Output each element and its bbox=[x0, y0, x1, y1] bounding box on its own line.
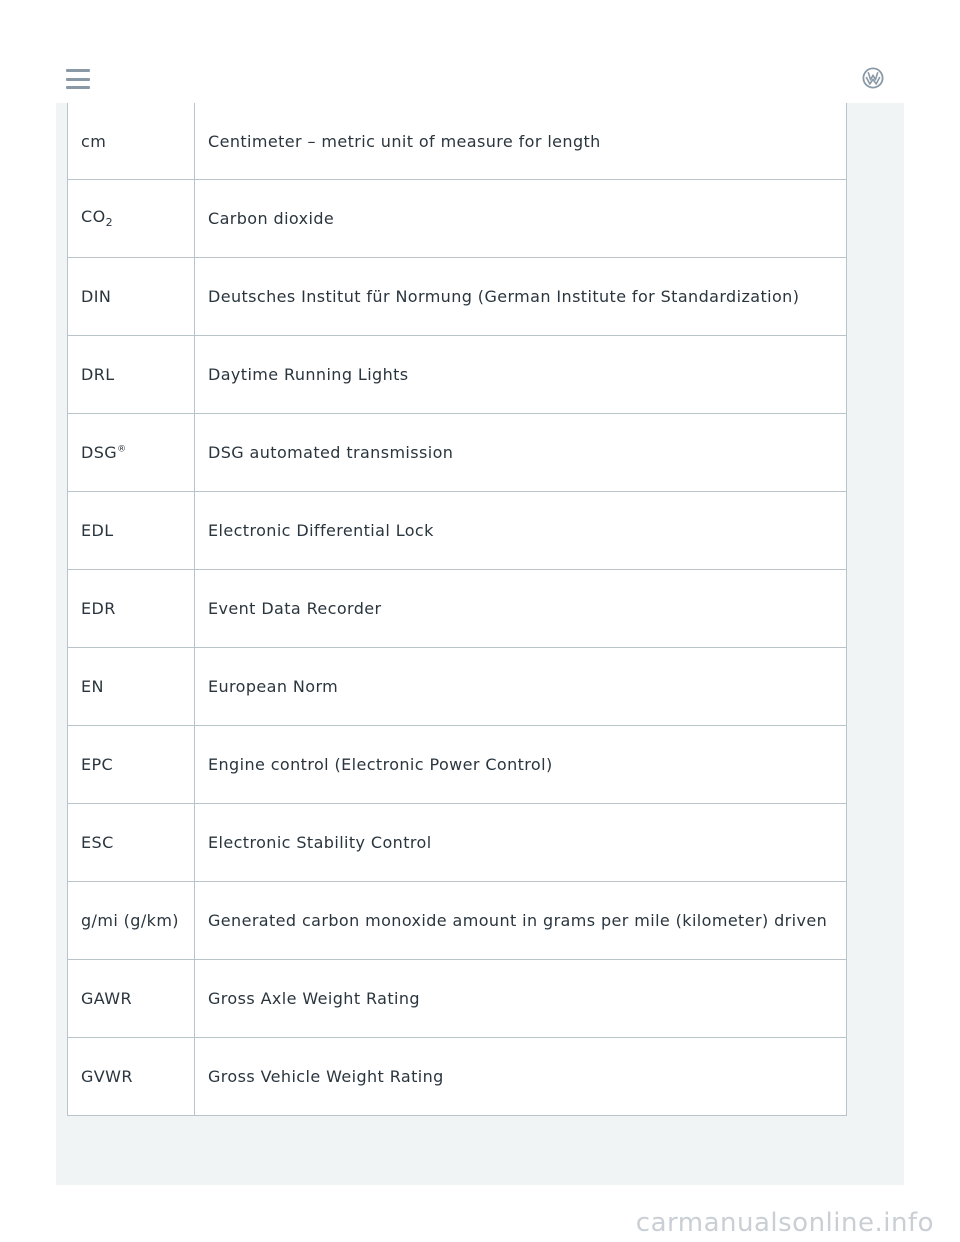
term-cell: DRL bbox=[68, 336, 195, 414]
table-row bbox=[68, 804, 847, 882]
top-bar bbox=[56, 0, 904, 104]
table-row bbox=[68, 258, 847, 336]
table-row bbox=[68, 103, 847, 180]
hamburger-menu-icon[interactable] bbox=[66, 69, 90, 89]
term-cell: EDR bbox=[68, 570, 195, 648]
main-content bbox=[56, 103, 904, 1185]
definition-cell: DSG automated transmission bbox=[195, 414, 847, 492]
term-cell: cm bbox=[68, 103, 195, 180]
definition-cell: Deutsches Institut für Normung (German Institute for Standardization) bbox=[195, 258, 847, 336]
table-row bbox=[68, 180, 847, 258]
definition-cell: Daytime Running Lights bbox=[195, 336, 847, 414]
footer bbox=[0, 1185, 960, 1242]
term-cell: EPC bbox=[68, 726, 195, 804]
definition-cell: European Norm bbox=[195, 648, 847, 726]
table-row bbox=[68, 960, 847, 1038]
term-cell: EDL bbox=[68, 492, 195, 570]
table-row bbox=[68, 1038, 847, 1116]
term-cell: g/mi (g/km) bbox=[68, 882, 195, 960]
term-cell: GAWR bbox=[68, 960, 195, 1038]
term-cell: ESC bbox=[68, 804, 195, 882]
table-row bbox=[68, 492, 847, 570]
definition-cell: Electronic Stability Control bbox=[195, 804, 847, 882]
table-row bbox=[68, 414, 847, 492]
term-cell: $CO_2$ bbox=[68, 180, 195, 258]
vw-logo-icon[interactable] bbox=[862, 67, 884, 89]
table-row bbox=[68, 726, 847, 804]
abbreviations-table bbox=[67, 103, 847, 1116]
term-cell: GVWR bbox=[68, 1038, 195, 1116]
definition-cell: Centimeter – metric unit of measure for length bbox=[195, 103, 847, 180]
term-cell: DSG® bbox=[68, 414, 195, 492]
term-cell: EN bbox=[68, 648, 195, 726]
definition-cell: Generated carbon monoxide amount in grams per mile (kilometer) driven bbox=[195, 882, 847, 960]
term-cell: DIN bbox=[68, 258, 195, 336]
definition-cell: Carbon dioxide bbox=[195, 180, 847, 258]
watermark-text: carmanualsonline.info bbox=[635, 1208, 934, 1238]
definition-cell: Gross Vehicle Weight Rating bbox=[195, 1038, 847, 1116]
table-row bbox=[68, 570, 847, 648]
table-row bbox=[68, 336, 847, 414]
table-row bbox=[68, 648, 847, 726]
table-row bbox=[68, 882, 847, 960]
definition-cell: Event Data Recorder bbox=[195, 570, 847, 648]
definition-cell: Electronic Differential Lock bbox=[195, 492, 847, 570]
definition-cell: Engine control (Electronic Power Control) bbox=[195, 726, 847, 804]
definition-cell: Gross Axle Weight Rating bbox=[195, 960, 847, 1038]
